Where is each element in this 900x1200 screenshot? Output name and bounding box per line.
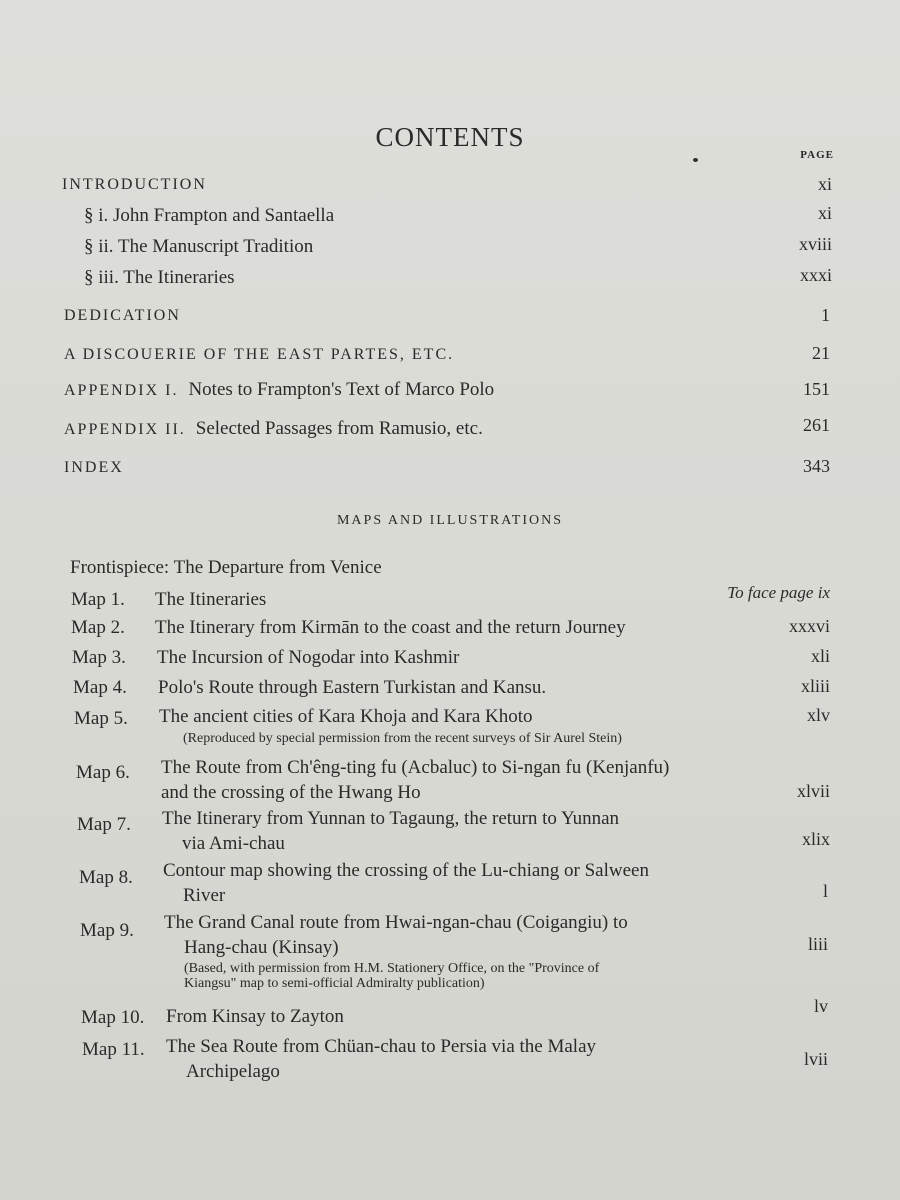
map-6-number: Map 6. bbox=[76, 762, 130, 783]
map-2-page: xxxvi bbox=[788, 616, 830, 636]
map-6-page: xlvii bbox=[796, 781, 830, 801]
map-8-page: l bbox=[822, 881, 828, 901]
map-1-page: To face page ix bbox=[727, 583, 830, 602]
map-2-title: The Itinerary from Kirmān to the coast and the return Journey bbox=[155, 617, 626, 638]
toc-entry-introduction: INTRODUCTION bbox=[62, 176, 207, 193]
toc-page-section-3: xxxi bbox=[799, 265, 832, 285]
toc-page-appendix-2: 261 bbox=[803, 415, 830, 435]
map-1-title: The Itineraries bbox=[155, 589, 267, 610]
map-6-title-line-2: and the crossing of the Hwang Ho bbox=[161, 782, 421, 803]
map-11-page: lvii bbox=[803, 1049, 828, 1069]
map-3-number: Map 3. bbox=[72, 647, 126, 668]
toc-entry-section-1: § i. John Frampton and Santaella bbox=[84, 205, 335, 226]
toc-page-section-1: xi bbox=[817, 203, 832, 223]
map-3-title: The Incursion of Nogodar into Kashmir bbox=[157, 647, 460, 668]
map-7-title-line-2: via Ami-chau bbox=[182, 833, 285, 854]
map-9-page: liii bbox=[807, 934, 828, 954]
map-8-title-line-2: River bbox=[183, 885, 226, 906]
map-5-note: (Reproduced by special permission from the recent surveys of Sir Aurel Stein) bbox=[183, 731, 622, 746]
map-5-number: Map 5. bbox=[74, 708, 128, 729]
map-8-number: Map 8. bbox=[79, 867, 133, 888]
toc-page-section-2: xviii bbox=[798, 234, 832, 254]
toc-entry-section-2: § ii. The Manuscript Tradition bbox=[84, 236, 314, 257]
toc-entry-index: INDEX bbox=[64, 459, 124, 476]
map-4-page: xliii bbox=[800, 676, 830, 696]
map-5-page: xlv bbox=[806, 705, 830, 725]
map-5-title: The ancient cities of Kara Khoja and Kara Khoto bbox=[159, 706, 533, 727]
toc-page-discouerie: 21 bbox=[812, 343, 830, 363]
toc-page-introduction: xi bbox=[817, 174, 832, 194]
toc-page-dedication: 1 bbox=[821, 305, 830, 325]
map-4-title: Polo's Route through Eastern Turkistan and Kansu. bbox=[158, 677, 547, 698]
map-1-number: Map 1. bbox=[71, 589, 125, 610]
map-11-title-line-1: The Sea Route from Chüan-chau to Persia via the Malay bbox=[166, 1036, 597, 1057]
map-7-title-line-1: The Itinerary from Yunnan to Tagaung, the return to Yunnan bbox=[162, 808, 620, 829]
frontispiece-entry: Frontispiece: The Departure from Venice bbox=[70, 557, 382, 578]
maps-heading: MAPS AND ILLUSTRATIONS bbox=[336, 513, 564, 528]
map-4-number: Map 4. bbox=[73, 677, 127, 698]
map-10-number: Map 10. bbox=[81, 1007, 145, 1028]
map-9-note-line-2: Kiangsu" map to semi-official Admiralty publication) bbox=[184, 976, 485, 991]
toc-page-index: 343 bbox=[803, 456, 830, 476]
toc-entry-appendix-2 bbox=[64, 418, 483, 440]
toc-page-appendix-1: 151 bbox=[803, 379, 830, 399]
toc-entry-section-3: § iii. The Itineraries bbox=[84, 267, 235, 288]
page-column-header: PAGE bbox=[800, 149, 834, 161]
page-title: CONTENTS bbox=[375, 122, 525, 152]
map-9-number: Map 9. bbox=[80, 920, 134, 941]
map-8-title-line-1: Contour map showing the crossing of the Lu-chiang or Salween bbox=[163, 860, 649, 881]
map-2-number: Map 2. bbox=[71, 617, 125, 638]
map-3-page: xli bbox=[810, 646, 830, 666]
appendix-1-prefix: APPENDIX I. bbox=[64, 382, 179, 399]
ink-speck bbox=[693, 158, 698, 162]
toc-entry-discouerie: A DISCOUERIE OF THE EAST PARTES, ETC. bbox=[64, 346, 455, 363]
map-7-number: Map 7. bbox=[77, 814, 131, 835]
map-6-title-line-1: The Route from Ch'êng-ting fu (Acbaluc) to Si-ngan fu (Kenjanfu) bbox=[161, 757, 670, 778]
map-11-title-line-2: Archipelago bbox=[186, 1061, 280, 1082]
appendix-1-title: Notes to Frampton's Text of Marco Polo bbox=[188, 379, 495, 400]
toc-entry-dedication: DEDICATION bbox=[64, 307, 181, 324]
map-9-title-line-2: Hang-chau (Kinsay) bbox=[184, 937, 339, 958]
map-9-title-line-1: The Grand Canal route from Hwai-ngan-chau (Coigangiu) to bbox=[164, 912, 628, 933]
map-9-note-line-1: (Based, with permission from H.M. Stationery Office, on the "Province of bbox=[184, 961, 600, 976]
map-10-page: lv bbox=[813, 996, 828, 1016]
toc-entry-appendix-1 bbox=[64, 379, 494, 401]
map-10-title: From Kinsay to Zayton bbox=[166, 1006, 344, 1027]
appendix-2-prefix: APPENDIX II. bbox=[64, 421, 186, 438]
appendix-2-title: Selected Passages from Ramusio, etc. bbox=[195, 418, 483, 439]
map-11-number: Map 11. bbox=[82, 1039, 145, 1060]
map-7-page: xlix bbox=[801, 829, 830, 849]
